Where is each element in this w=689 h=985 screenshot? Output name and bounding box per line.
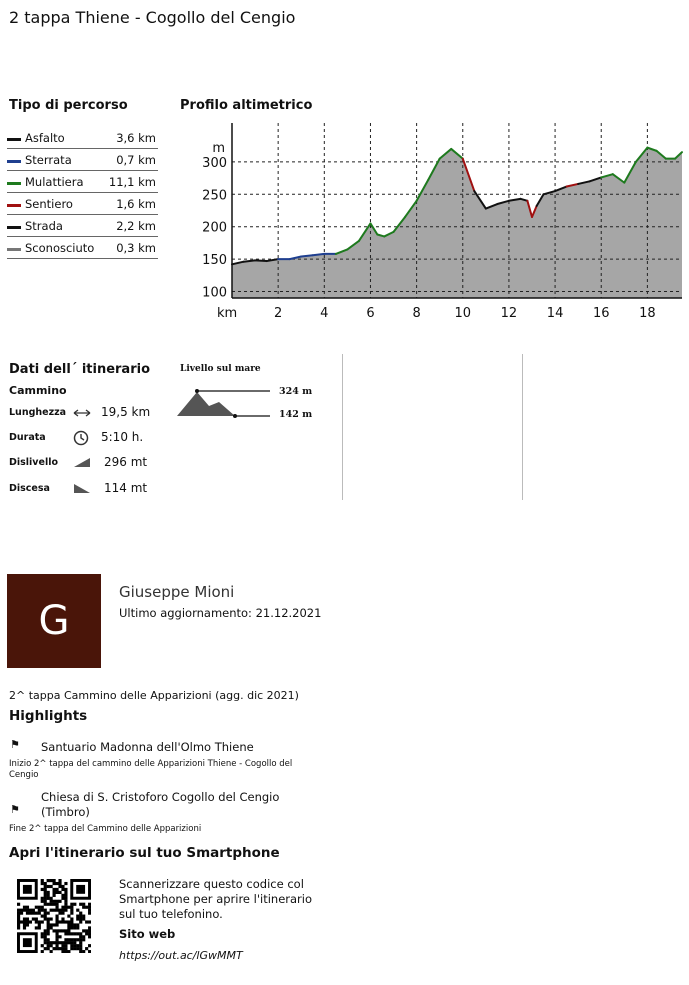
elevation-chart xyxy=(195,118,689,328)
page-title: 2 tappa Thiene - Cogollo del Cengio xyxy=(9,8,296,27)
duration-row xyxy=(9,430,169,446)
highlight-title-1[interactable]: Santuario Madonna dell'Olmo Thiene xyxy=(41,740,254,754)
surface-name: Asfalto xyxy=(25,131,65,145)
surface-row xyxy=(7,193,158,215)
profile-segment xyxy=(255,260,267,261)
x-tick-label: 6 xyxy=(366,306,375,321)
surface-swatch xyxy=(7,204,21,207)
surface-km: 2,2 km xyxy=(116,219,156,233)
surface-swatch xyxy=(7,248,21,251)
highlight-title-2[interactable]: Chiesa di S. Cristoforo Cogollo del Cengio (Timbro) xyxy=(41,790,280,819)
avatar: G xyxy=(7,574,101,668)
sea-level-diagram xyxy=(175,384,275,424)
website-label: Sito web xyxy=(119,927,176,941)
sea-level-min: 142 m xyxy=(279,409,313,420)
sea-level-label: Livello sul mare xyxy=(180,364,261,374)
surface-swatch xyxy=(7,138,21,141)
surface-name: Mulattiera xyxy=(25,175,84,189)
author-name[interactable]: Giuseppe Mioni xyxy=(119,583,235,601)
flag-icon: ⚑ xyxy=(10,738,20,751)
descent-icon xyxy=(73,482,91,494)
last-updated: Ultimo aggiornamento: 21.12.2021 xyxy=(119,606,322,620)
arrows-horizontal-icon xyxy=(73,407,91,419)
duration-value: 5:10 h. xyxy=(101,430,144,444)
surface-km: 3,6 km xyxy=(116,131,156,145)
surface-km: 1,6 km xyxy=(116,197,156,211)
length-value: 19,5 km xyxy=(101,405,151,419)
surface-heading: Tipo di percorso xyxy=(9,98,128,113)
surface-name: Sentiero xyxy=(25,197,73,211)
highlight-note-1: Inizio 2^ tappa del cammino delle Apparizioni Thiene - Cogollo del Cengio xyxy=(9,759,293,780)
ascent-value: 296 mt xyxy=(104,455,148,469)
duration-label: Durata xyxy=(9,432,46,443)
surface-name: Sterrata xyxy=(25,153,72,167)
chart-title: Profilo altimetrico xyxy=(180,98,313,113)
profile-segment xyxy=(313,254,325,255)
divider-right xyxy=(522,354,523,500)
surface-row xyxy=(7,149,158,171)
surface-swatch xyxy=(7,160,21,163)
descent-value: 114 mt xyxy=(104,481,148,495)
y-tick-label: 300 xyxy=(202,155,227,171)
ascent-icon xyxy=(73,456,91,468)
x-tick-label: 8 xyxy=(412,306,421,321)
divider-left xyxy=(342,354,343,500)
x-tick-label: 12 xyxy=(500,306,518,321)
sea-level-max: 324 m xyxy=(279,386,313,397)
website-link[interactable]: https://out.ac/lGwMMT xyxy=(119,949,243,962)
surface-swatch xyxy=(7,226,21,229)
y-tick-label: 200 xyxy=(202,220,227,236)
clock-icon xyxy=(73,430,89,446)
length-label: Lunghezza xyxy=(9,407,67,418)
descent-label: Discesa xyxy=(9,483,50,494)
surface-km: 0,3 km xyxy=(116,241,156,255)
ascent-label: Dislivello xyxy=(9,457,58,468)
x-tick-label: 18 xyxy=(639,306,656,321)
descent-row xyxy=(9,481,169,497)
highlight-note-2: Fine 2^ tappa del Cammino delle Apparizioni xyxy=(9,824,202,834)
ascent-row xyxy=(9,455,169,471)
surface-row xyxy=(7,237,158,259)
x-tick-label: 4 xyxy=(320,306,329,321)
surface-km: 0,7 km xyxy=(116,153,156,167)
y-tick-label: 150 xyxy=(202,253,227,269)
itinerary-subheading: Cammino xyxy=(9,384,67,397)
surface-row xyxy=(7,171,158,193)
profile-segment xyxy=(244,260,256,261)
qr-code xyxy=(17,879,91,953)
surface-swatch xyxy=(7,182,21,185)
description: 2^ tappa Cammino delle Apparizioni (agg. dic 2021) xyxy=(9,689,299,702)
y-tick-label: 100 xyxy=(202,285,227,301)
smartphone-heading: Apri l'itinerario sul tuo Smartphone xyxy=(9,845,280,861)
x-tick-label: 14 xyxy=(546,306,564,321)
itinerary-heading: Dati dell´ itinerario xyxy=(9,362,151,377)
surface-km: 11,1 km xyxy=(108,175,156,189)
highlights-heading: Highlights xyxy=(9,708,88,724)
smartphone-text: Scannerizzare questo codice col Smartphone per aprire l'itinerario sul tuo telefonino. xyxy=(119,877,313,921)
y-axis-label: m xyxy=(212,141,225,156)
y-tick-label: 250 xyxy=(202,188,227,204)
elevation-area xyxy=(232,148,682,298)
surface-row xyxy=(7,215,158,237)
x-axis-label: km xyxy=(217,306,238,321)
surface-name: Sconosciuto xyxy=(25,241,95,255)
x-tick-label: 16 xyxy=(592,306,610,321)
profile-segment xyxy=(301,255,313,256)
flag-icon: ⚑ xyxy=(10,803,20,816)
x-tick-label: 2 xyxy=(274,306,283,321)
surface-row xyxy=(7,127,158,149)
length-row xyxy=(9,406,169,422)
x-tick-label: 10 xyxy=(454,306,472,321)
surface-name: Strada xyxy=(25,219,63,233)
